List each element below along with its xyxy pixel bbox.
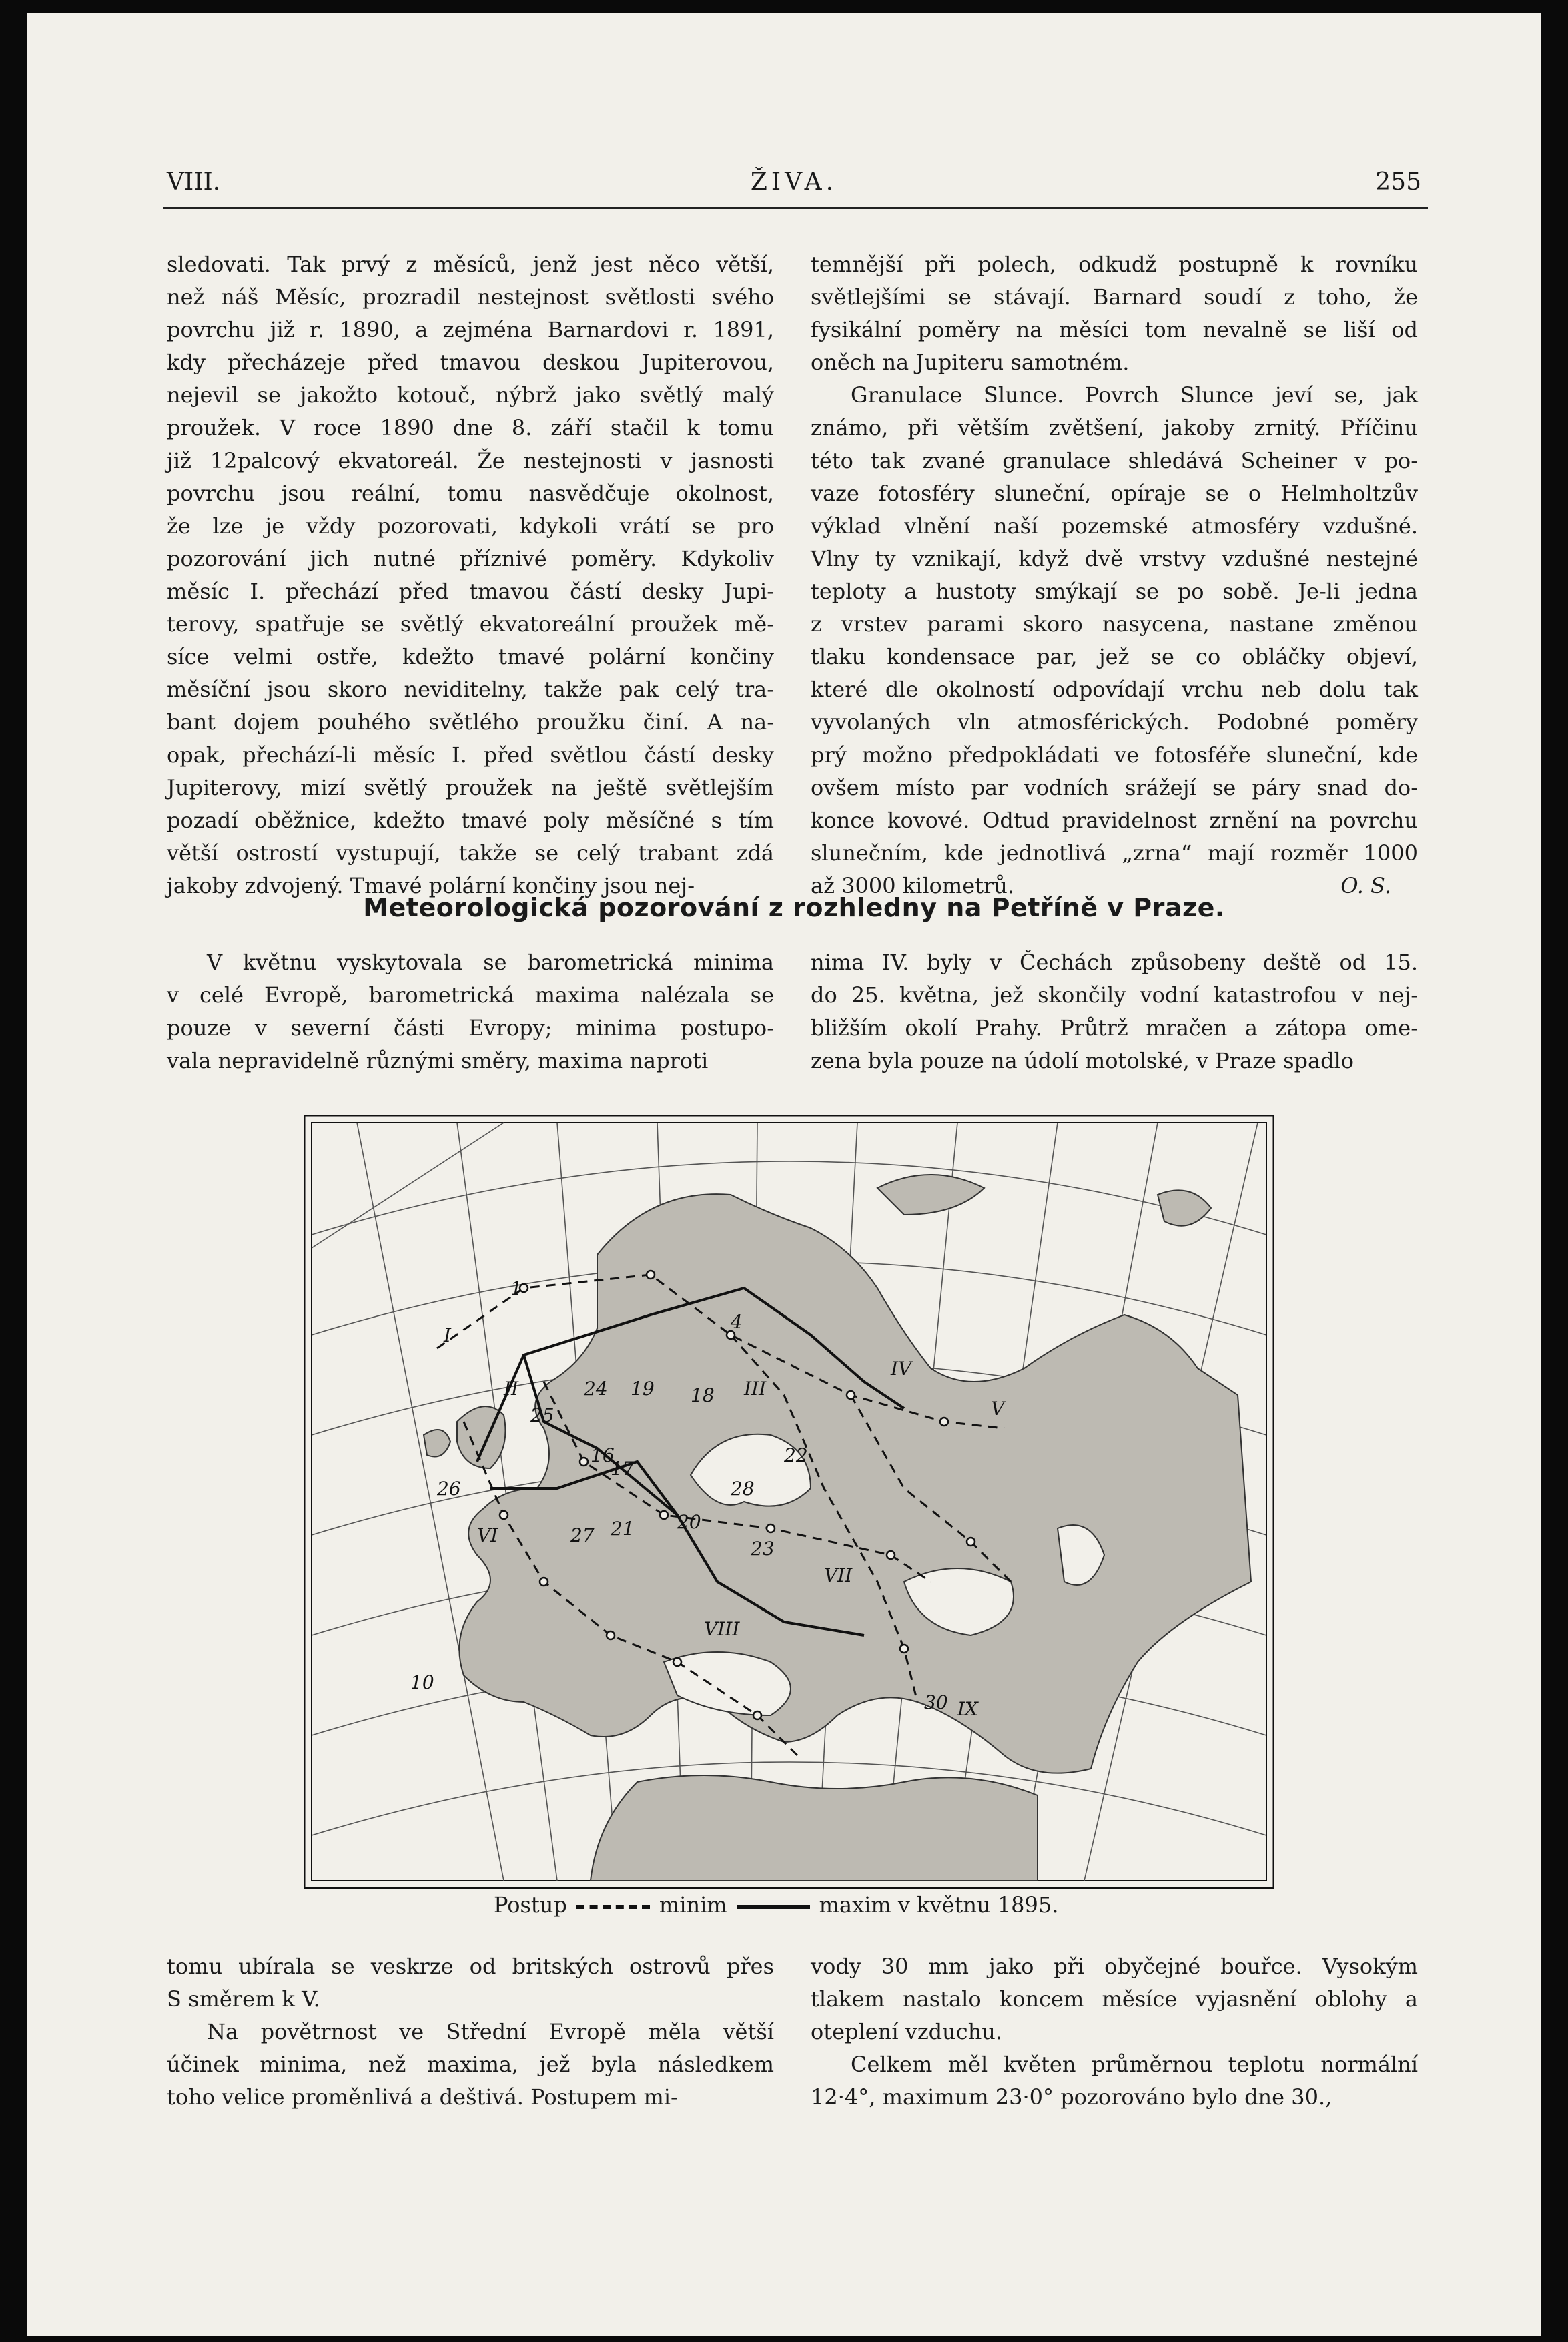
text-line: Na povětrnost ve Střední Evropě měla větší [207, 2019, 774, 2044]
text-line: světlejšími se stávají. Barnard soudí z toho, že [811, 284, 1418, 310]
text-line: prý možno předpokládati ve fotosféře sluneční, kde [811, 742, 1418, 768]
column-mid-left [167, 946, 774, 1077]
text-line: pozorování jich nutné příznivé poměry. Kdykoliv [167, 546, 774, 571]
text-line: kdy přecházeje před tmavou deskou Jupiterovou, [167, 350, 774, 375]
text-line: Vlny ty vznikají, když dvě vrstvy vzdušné nestejné [811, 546, 1418, 571]
map-label-day: 24 [584, 1378, 608, 1400]
page-number: 255 [1375, 168, 1421, 196]
text-line: ovšem místo par vodních srážejí se páry snad do- [811, 775, 1418, 800]
caption-minim: minim [659, 1892, 727, 1918]
text-line: temnější při polech, odkudž postupně k rovníku [811, 252, 1418, 277]
column-bottom-left [167, 1950, 774, 2114]
map-label-day: 21 [611, 1518, 635, 1540]
column-bottom-right [811, 1950, 1418, 2114]
text-line: této tak zvané granulace shledává Scheiner v po- [811, 448, 1418, 473]
map-label-day: 26 [437, 1478, 461, 1500]
map-label-minimum: VI [477, 1524, 498, 1546]
text-line: do 25. května, jež skončily vodní katastrofou v nej- [811, 982, 1418, 1008]
text-line: bližším okolí Prahy. Průtrž mračen a zátopa ome- [811, 1015, 1418, 1041]
text-line: jakoby zdvojený. Tmavé polární končiny jsou nej- [167, 873, 695, 898]
column-top-left [167, 248, 774, 902]
text-line: vody 30 mm jako při obyčejné bouřce. Vysokým [811, 1954, 1418, 1979]
text-line: Jupiterovy, mizí světlý proužek na ještě světlejším [167, 775, 774, 800]
map-label-minimum: I [444, 1324, 452, 1346]
map-label-day: 10 [410, 1671, 434, 1693]
map-label-minimum: VIII [704, 1618, 740, 1640]
journal-page [27, 13, 1541, 2336]
volume-number: VIII. [167, 168, 221, 196]
figure-caption [494, 1892, 1094, 1918]
text-line: že lze je vždy pozorovati, kdykoli vrátí se pro [167, 513, 774, 539]
map-label-minimum: VII [824, 1564, 853, 1586]
author-signature: O. S. [1340, 873, 1391, 898]
map-label-day: 28 [731, 1478, 755, 1500]
map-label-day: 30 [924, 1691, 948, 1713]
text-line: vala nepravidelně různými směry, maxima naproti [167, 1048, 709, 1073]
text-line: V květnu vyskytovala se barometrická minima [207, 950, 774, 975]
running-header [167, 160, 1421, 200]
text-line: které dle okolností odpovídají vrchu neb dolu tak [811, 677, 1418, 702]
map-label-day: 4 [731, 1311, 743, 1333]
text-line: vyvolaných vln atmosférických. Podobné poměry [811, 709, 1418, 735]
column-mid-right [811, 946, 1418, 1077]
map-label-minimum: V [991, 1398, 1005, 1420]
map-label-day: 27 [570, 1524, 595, 1546]
text-line: vaze fotosféry sluneční, opíraje se o Helmholtzův [811, 481, 1418, 506]
text-line: měsíc I. přechází před tmavou částí desky Jupi- [167, 579, 774, 604]
caption-postup: Postup [494, 1892, 567, 1918]
text-line: slunečním, kde jednotlivá „zrna“ mají rozměr 1000 [811, 840, 1418, 866]
section-title: Meteorologická pozorování z rozhledny na Petříně v Praze. [363, 893, 1225, 922]
text-line: tlakem nastalo koncem měsíce vyjasnění oblohy a [811, 1986, 1418, 2012]
map-label-minimum: III [744, 1378, 767, 1400]
text-line: již 12palcový ekvatoreál. Že nestejnosti v jasnosti [167, 448, 774, 473]
map-label-day: 1 [510, 1277, 522, 1299]
text-line: větší ostrostí vystupují, takže se celý trabant zdá [167, 840, 774, 866]
text-line: nima IV. byly v Čechách způsobeny deště od 15. [811, 950, 1418, 975]
text-line: bant dojem pouhého světlého proužku činí. A na- [167, 709, 774, 735]
weather-map-figure [304, 1115, 1274, 1889]
text-line: tlaku kondensace par, jež se co obláčky objeví, [811, 644, 1418, 669]
text-line: povrchu již r. 1890, a zejména Barnardovi r. 1891, [167, 317, 774, 342]
text-line: pouze v severní části Evropy; minima postupo- [167, 1015, 774, 1041]
text-line: toho velice proměnlivá a deštivá. Postupem mi- [167, 2084, 678, 2110]
text-line: fysikální poměry na měsíci tom nevalně se liší od [811, 317, 1418, 342]
text-line: v celé Evropě, barometrická maxima nalézala se [167, 982, 774, 1008]
text-line: měsíční jsou skoro neviditelny, takže pak celý tra- [167, 677, 774, 702]
journal-title: ŽIVA. [750, 168, 838, 196]
text-line: S směrem k V. [167, 1986, 320, 2012]
map-label-minimum: IV [891, 1358, 912, 1380]
text-line: zena byla pouze na údolí motolské, v Praze spadlo [811, 1048, 1354, 1073]
text-line: než náš Měsíc, prozradil nestejnost světlosti svého [167, 284, 774, 310]
text-line: tomu ubírala se veskrze od britských ostrovů přes [167, 1954, 774, 1979]
map-label-day: 17 [611, 1458, 635, 1480]
text-line: sledovati. Tak prvý z měsíců, jenž jest něco větší, [167, 252, 774, 277]
map-label-minimum: II [504, 1378, 519, 1400]
text-line: známo, při větším zvětšení, jakoby zrnitý. Příčinu [811, 415, 1418, 441]
legend-dashed-line [576, 1905, 650, 1909]
map-label-day: 19 [631, 1378, 655, 1400]
map-label-day: 23 [751, 1538, 775, 1560]
text-line: až 3000 kilometrů. O. S. [811, 870, 1418, 902]
caption-maxim: maxim v květnu 1895. [819, 1892, 1059, 1918]
text-line: nejevil se jakožto kotouč, nýbrž jako světlý malý [167, 382, 774, 408]
text-line: pozadí oběžnice, kdežto tmavé poly měsíčné s tím [167, 808, 774, 833]
legend-solid-line [737, 1905, 810, 1909]
text-line: Celkem měl květen průměrnou teplotu normální [851, 2052, 1418, 2077]
text-line: výklad vlnění naší pozemské atmosféry vzdušné. [811, 513, 1418, 539]
column-top-right [811, 248, 1418, 902]
text-line: teploty a hustoty smýkají se po sobě. Je-li jedna [811, 579, 1418, 604]
map-label-day: 25 [530, 1404, 554, 1426]
header-rule [163, 207, 1428, 209]
text-line: 12·4°, maximum 23·0° pozorováno bylo dne 30., [811, 2084, 1332, 2110]
text-line: Granulace Slunce. Povrch Slunce jeví se, jak [851, 382, 1418, 408]
text-line: oněch na Jupiteru samotném. [811, 350, 1130, 375]
text-line: opak, přechází-li měsíc I. před světlou částí desky [167, 742, 774, 768]
map-label-day: 18 [691, 1384, 715, 1406]
text-line: terovy, spatřuje se světlý ekvatoreální proužek mě- [167, 611, 774, 637]
map-label-day: 22 [784, 1444, 808, 1466]
map-label-minimum: IX [957, 1698, 978, 1720]
text-line: proužek. V roce 1890 dne 8. září stačil k tomu [167, 415, 774, 441]
text-line: povrchu jsou reální, tomu nasvědčuje okolnost, [167, 481, 774, 506]
map-label-day: 16 [591, 1444, 615, 1466]
text-line: konce kovové. Odtud pravidelnost zrnění na povrchu [811, 808, 1418, 833]
text-line: z vrstev parami skoro nasycena, nastane změnou [811, 611, 1418, 637]
text-line: oteplení vzduchu. [811, 2019, 1003, 2044]
text-line: účinek minima, než maxima, jež byla následkem [167, 2052, 774, 2077]
text-line: síce velmi ostře, kdežto tmavé polární končiny [167, 644, 774, 669]
map-label-day: 20 [677, 1511, 701, 1533]
